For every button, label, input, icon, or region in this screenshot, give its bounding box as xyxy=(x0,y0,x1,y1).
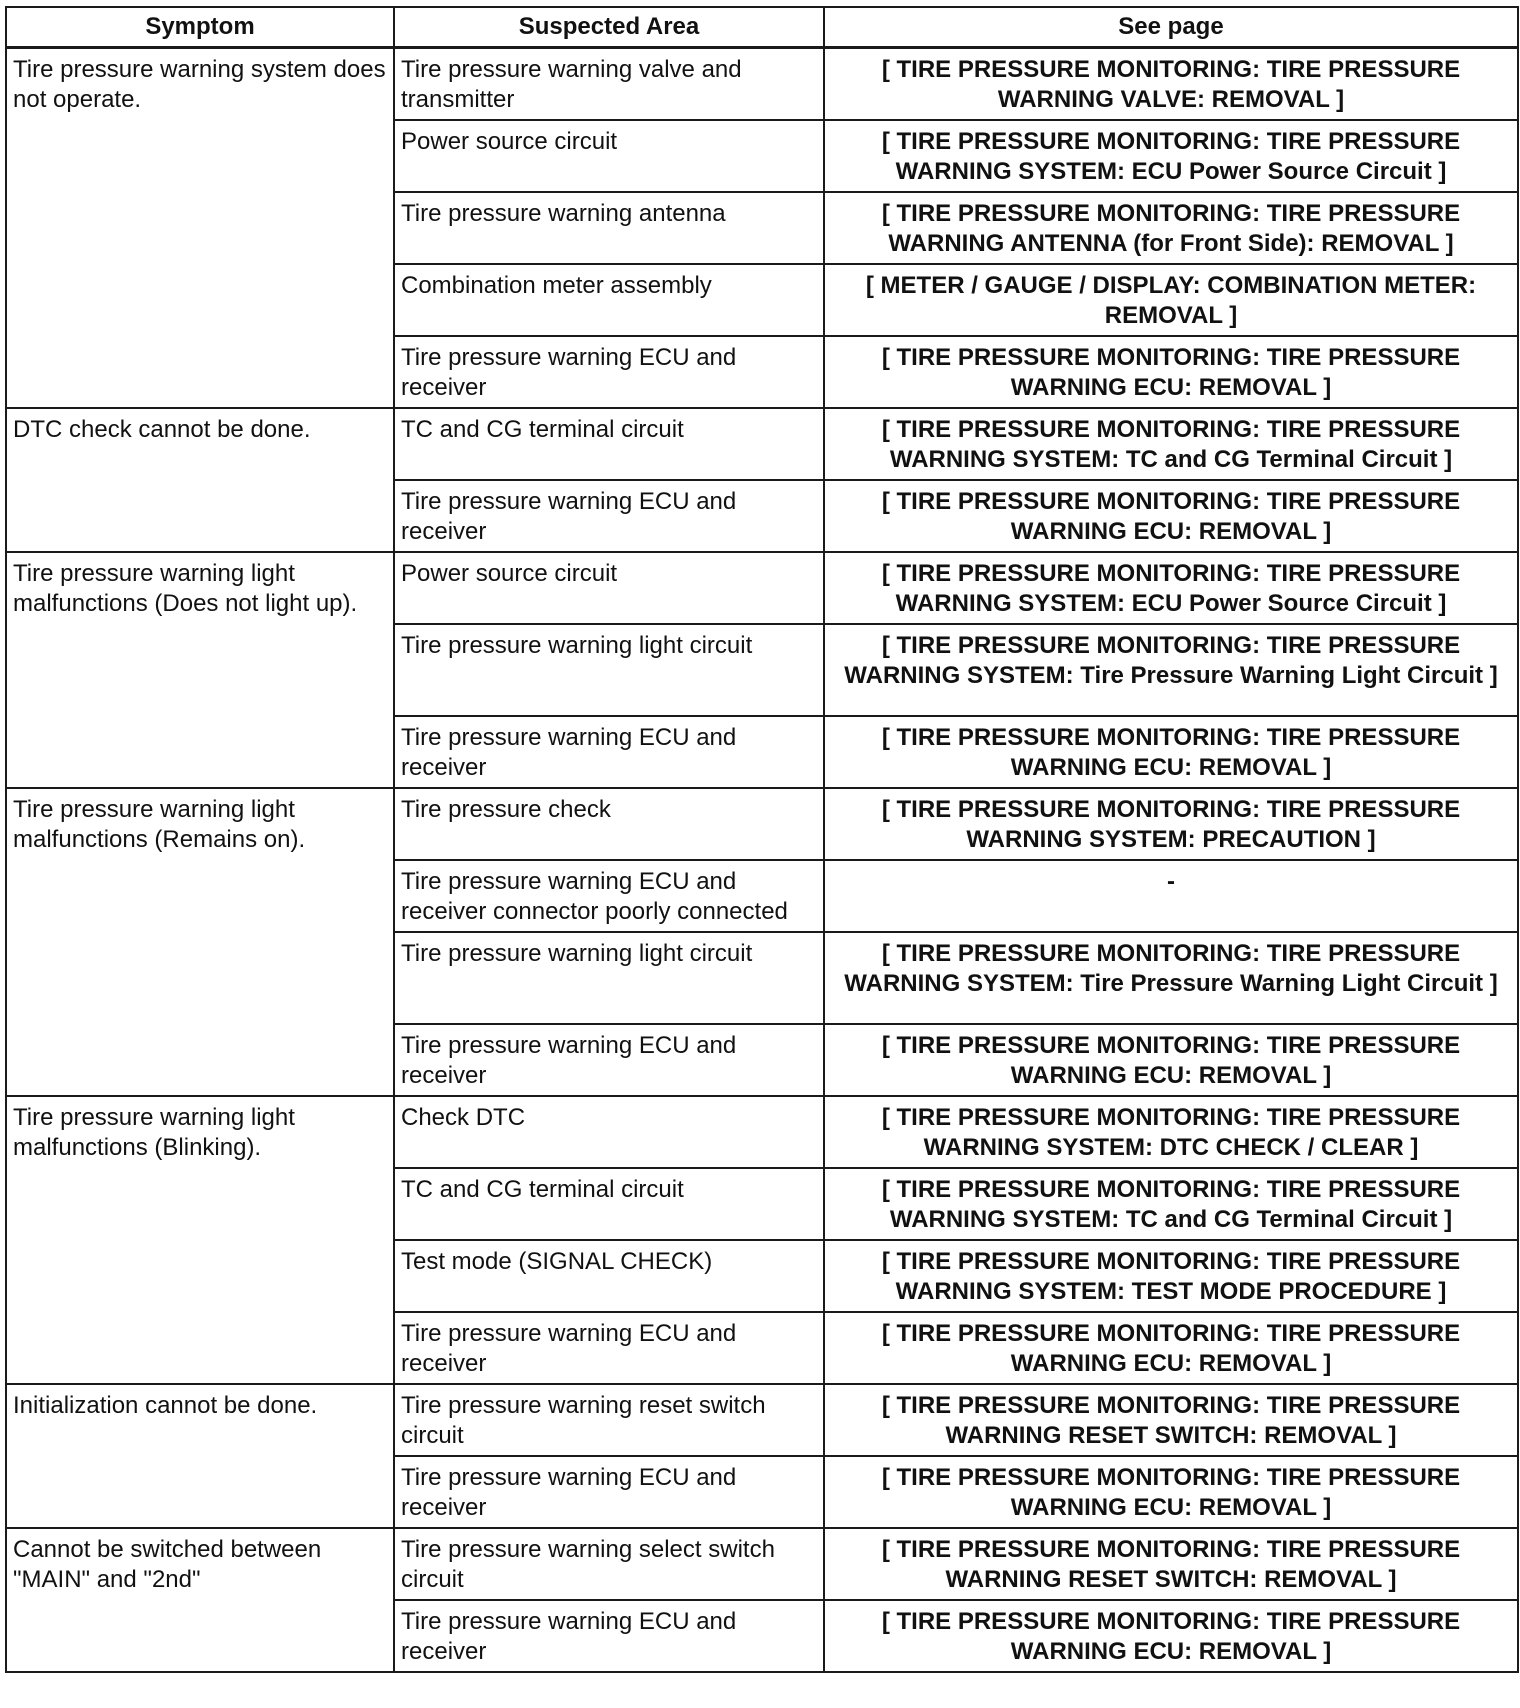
see-page-reference-cell: [ TIRE PRESSURE MONITORING: TIRE PRESSURE WARNING SYSTEM: TC and CG Terminal Circuit ] xyxy=(824,408,1518,480)
see-page-reference-cell: [ TIRE PRESSURE MONITORING: TIRE PRESSURE WARNING SYSTEM: PRECAUTION ] xyxy=(824,788,1518,860)
table-row xyxy=(6,1384,1518,1456)
suspected-area-cell: Tire pressure warning ECU and receiver xyxy=(394,1312,824,1384)
see-page-reference-cell: [ TIRE PRESSURE MONITORING: TIRE PRESSURE WARNING RESET SWITCH: REMOVAL ] xyxy=(824,1528,1518,1600)
suspected-area-cell: Tire pressure warning reset switch circuit xyxy=(394,1384,824,1456)
suspected-area-cell: Tire pressure check xyxy=(394,788,824,860)
symptom-cell: Tire pressure warning light malfunctions (Remains on). xyxy=(6,788,394,1096)
suspected-area-cell: Tire pressure warning ECU and receiver xyxy=(394,716,824,788)
see-page-reference-cell: - xyxy=(824,860,1518,932)
see-page-reference-cell: [ TIRE PRESSURE MONITORING: TIRE PRESSURE WARNING ANTENNA (for Front Side): REMOVAL ] xyxy=(824,192,1518,264)
see-page-reference-cell: [ TIRE PRESSURE MONITORING: TIRE PRESSURE WARNING ECU: REMOVAL ] xyxy=(824,1456,1518,1528)
see-page-reference-cell: [ METER / GAUGE / DISPLAY: COMBINATION METER: REMOVAL ] xyxy=(824,264,1518,336)
see-page-reference-cell: [ TIRE PRESSURE MONITORING: TIRE PRESSURE WARNING ECU: REMOVAL ] xyxy=(824,1024,1518,1096)
see-page-reference-cell: [ TIRE PRESSURE MONITORING: TIRE PRESSURE WARNING SYSTEM: Tire Pressure Warning Light Circuit ] xyxy=(824,624,1518,716)
symptom-cell: Tire pressure warning system does not operate. xyxy=(6,48,394,409)
table-header-row xyxy=(6,7,1518,48)
problem-symptoms-table-container xyxy=(5,6,1517,1673)
header-symptom: Symptom xyxy=(6,7,394,48)
suspected-area-cell: Check DTC xyxy=(394,1096,824,1168)
header-see-page: See page xyxy=(824,7,1518,48)
see-page-reference-cell: [ TIRE PRESSURE MONITORING: TIRE PRESSURE WARNING ECU: REMOVAL ] xyxy=(824,1312,1518,1384)
symptom-cell: Tire pressure warning light malfunctions (Does not light up). xyxy=(6,552,394,788)
suspected-area-cell: Tire pressure warning antenna xyxy=(394,192,824,264)
header-suspected-area: Suspected Area xyxy=(394,7,824,48)
suspected-area-cell: Tire pressure warning light circuit xyxy=(394,624,824,716)
see-page-reference-cell: [ TIRE PRESSURE MONITORING: TIRE PRESSURE WARNING VALVE: REMOVAL ] xyxy=(824,48,1518,121)
see-page-reference-cell: [ TIRE PRESSURE MONITORING: TIRE PRESSURE WARNING SYSTEM: Tire Pressure Warning Light Circuit ] xyxy=(824,932,1518,1024)
table-row xyxy=(6,48,1518,121)
table-row xyxy=(6,552,1518,624)
suspected-area-cell: Combination meter assembly xyxy=(394,264,824,336)
see-page-reference-cell: [ TIRE PRESSURE MONITORING: TIRE PRESSURE WARNING ECU: REMOVAL ] xyxy=(824,716,1518,788)
suspected-area-cell: Power source circuit xyxy=(394,120,824,192)
see-page-reference-cell: [ TIRE PRESSURE MONITORING: TIRE PRESSURE WARNING SYSTEM: TEST MODE PROCEDURE ] xyxy=(824,1240,1518,1312)
see-page-reference-cell: [ TIRE PRESSURE MONITORING: TIRE PRESSURE WARNING ECU: REMOVAL ] xyxy=(824,480,1518,552)
suspected-area-cell: Tire pressure warning ECU and receiver xyxy=(394,1456,824,1528)
symptom-cell: DTC check cannot be done. xyxy=(6,408,394,552)
suspected-area-cell: Power source circuit xyxy=(394,552,824,624)
see-page-reference-cell: [ TIRE PRESSURE MONITORING: TIRE PRESSURE WARNING SYSTEM: DTC CHECK / CLEAR ] xyxy=(824,1096,1518,1168)
suspected-area-cell: Tire pressure warning ECU and receiver xyxy=(394,336,824,408)
symptom-cell: Initialization cannot be done. xyxy=(6,1384,394,1528)
table-row xyxy=(6,788,1518,860)
suspected-area-cell: Tire pressure warning light circuit xyxy=(394,932,824,1024)
suspected-area-cell: TC and CG terminal circuit xyxy=(394,408,824,480)
see-page-reference-cell: [ TIRE PRESSURE MONITORING: TIRE PRESSURE WARNING ECU: REMOVAL ] xyxy=(824,336,1518,408)
see-page-reference-cell: [ TIRE PRESSURE MONITORING: TIRE PRESSURE WARNING SYSTEM: ECU Power Source Circuit ] xyxy=(824,120,1518,192)
see-page-reference-cell: [ TIRE PRESSURE MONITORING: TIRE PRESSURE WARNING ECU: REMOVAL ] xyxy=(824,1600,1518,1672)
table-row xyxy=(6,1096,1518,1168)
problem-symptoms-table xyxy=(5,6,1519,1673)
suspected-area-cell: Tire pressure warning ECU and receiver xyxy=(394,480,824,552)
suspected-area-cell: Tire pressure warning valve and transmitter xyxy=(394,48,824,121)
see-page-reference-cell: [ TIRE PRESSURE MONITORING: TIRE PRESSURE WARNING SYSTEM: TC and CG Terminal Circuit ] xyxy=(824,1168,1518,1240)
suspected-area-cell: Test mode (SIGNAL CHECK) xyxy=(394,1240,824,1312)
table-row xyxy=(6,1528,1518,1600)
suspected-area-cell: Tire pressure warning ECU and receiver xyxy=(394,1024,824,1096)
suspected-area-cell: Tire pressure warning select switch circuit xyxy=(394,1528,824,1600)
table-body xyxy=(6,48,1518,1673)
suspected-area-cell: TC and CG terminal circuit xyxy=(394,1168,824,1240)
see-page-reference-cell: [ TIRE PRESSURE MONITORING: TIRE PRESSURE WARNING RESET SWITCH: REMOVAL ] xyxy=(824,1384,1518,1456)
see-page-reference-cell: [ TIRE PRESSURE MONITORING: TIRE PRESSURE WARNING SYSTEM: ECU Power Source Circuit ] xyxy=(824,552,1518,624)
suspected-area-cell: Tire pressure warning ECU and receiver connector poorly connected xyxy=(394,860,824,932)
suspected-area-cell: Tire pressure warning ECU and receiver xyxy=(394,1600,824,1672)
symptom-cell: Cannot be switched between "MAIN" and "2nd" xyxy=(6,1528,394,1672)
table-row xyxy=(6,408,1518,480)
symptom-cell: Tire pressure warning light malfunctions (Blinking). xyxy=(6,1096,394,1384)
